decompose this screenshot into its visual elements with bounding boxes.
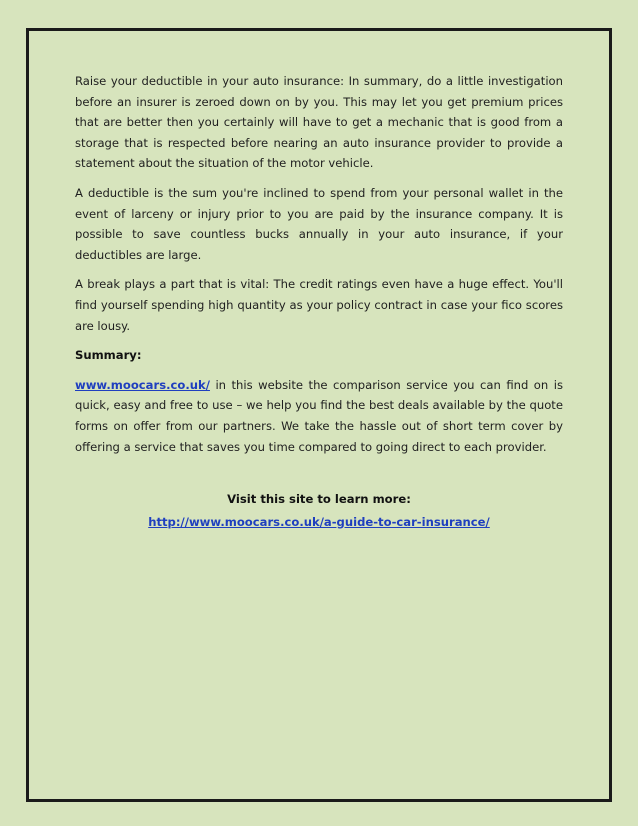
paragraph-deductible-intro: Raise your deductible in your auto insurance: In summary, do a little investigation before an insurer is zeroed down on by you. This may let you get premium prices that are better then you certainly will have to get a mechanic that is good from a storage that is respected before nearing an auto insurance provider to provide a statement about the situation of the motor vehicle. <box>75 74 563 171</box>
summary-paragraph <box>75 375 563 457</box>
document-body <box>75 71 563 532</box>
visit-url-link[interactable]: http://www.moocars.co.uk/a-guide-to-car-insurance/ <box>148 514 490 529</box>
summary-heading: Summary: <box>75 348 142 363</box>
summary-link[interactable]: www.moocars.co.uk/ <box>75 377 210 392</box>
paragraph-deductible-definition: A deductible is the sum you're inclined to spend from your personal wallet in the event of larceny or injury prior to you are paid by the insurance company. It is possible to save countless bucks annually in your auto insurance, if your deductibles are large. <box>75 185 563 262</box>
visit-url-line <box>75 512 563 533</box>
summary-text: in this website the comparison service you can find on is quick, easy and free to use – we help you find the best deals available by the quote forms on offer from our partners. We take the hassle out of short term cover by offering a service that saves you time compared to going direct to each provider. <box>75 377 563 454</box>
paragraph-credit-ratings: A break plays a part that is vital: The credit ratings even have a huge effect. You'll find yourself spending high quantity as your policy contract in case your fico scores are lousy. <box>75 277 563 333</box>
visit-label: Visit this site to learn more: <box>227 492 411 507</box>
